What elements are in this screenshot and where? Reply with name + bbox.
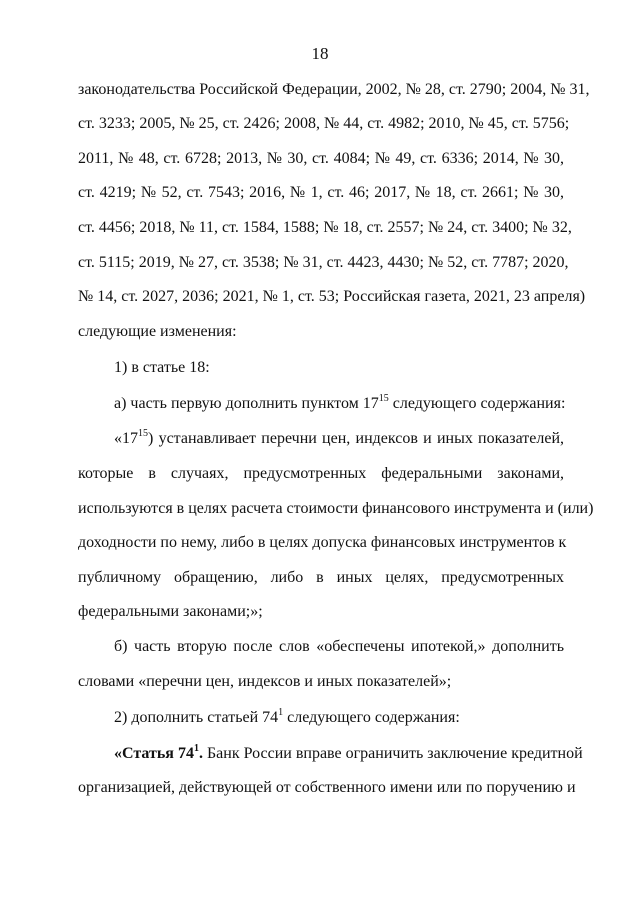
article-line-2: организацией, действующей от собственного имени или по поручению и [78, 779, 576, 796]
item-1: 1) в статье 18: [114, 359, 210, 376]
page-number: 18 [311, 44, 329, 63]
item-2-text-end: следующего содержания: [283, 709, 460, 726]
text-line-1: законодательства Российской Федерации, 2002, № 28, ст. 2790; 2004, № 31, [78, 81, 590, 98]
item-b: б) часть вторую после слов «обеспечены ипотекой,» дополнить [114, 638, 564, 655]
text-line-2: ст. 3233; 2005, № 25, ст. 2426; 2008, № 44, ст. 4982; 2010, № 45, ст. 5756; [78, 115, 570, 132]
quote-line-3: используются в целях расчета стоимости финансового инструмента и (или) [78, 500, 594, 517]
text-line-6: ст. 5115; 2019, № 27, ст. 3538; № 31, ст. 4423, 4430; № 52, ст. 7787; 2020, [78, 254, 569, 271]
item-a-superscript: 15 [378, 392, 389, 404]
item-2-superscript: 1 [278, 706, 284, 718]
quote-line-4: доходности по нему, либо в целях допуска финансовых инструментов к [78, 534, 567, 551]
article-heading-line [114, 742, 583, 764]
quote-line-1 [114, 429, 564, 449]
text-line-7: № 14, ст. 2027, 2036; 2021, № 1, ст. 53; Российская газета, 2021, 23 апреля) [78, 288, 586, 305]
quote-line-5: публичному обращению, либо в иных целях, предусмотренных [78, 569, 564, 586]
item-2-text: 2) дополнить статьей 74 [114, 709, 279, 726]
item-a [114, 394, 564, 414]
text-line-5: ст. 4456; 2018, № 11, ст. 1584, 1588; № 18, ст. 2557; № 24, ст. 3400; № 32, [78, 219, 572, 236]
article-superscript: 1 [193, 742, 199, 754]
text-line-3: 2011, № 48, ст. 6728; 2013, № 30, ст. 4084; № 49, ст. 6336; 2014, № 30, [78, 150, 564, 167]
article-text: Банк России вправе ограничить заключение кредитной [202, 745, 583, 762]
article-title-dot: . [198, 745, 203, 762]
text-line-4: ст. 4219; № 52, ст. 7543; 2016, № 1, ст. 46; 2017, № 18, ст. 2661; № 30, [78, 184, 564, 201]
quote-superscript: 15 [138, 427, 148, 439]
item-a-text-end: следующего содержания: [388, 395, 566, 412]
item-b-continued: словами «перечни цен, индексов и иных показателей»; [78, 673, 452, 690]
quote-line-2: которые в случаях, предусмотренных федеральными законами, [78, 465, 564, 482]
item-2 [114, 708, 564, 728]
quote-open: «17 [114, 430, 138, 447]
item-a-text: а) часть первую дополнить пунктом 17 [114, 395, 379, 412]
article-title [114, 742, 203, 762]
text-line-8: следующие изменения: [78, 323, 237, 340]
article-title-text: «Статья 74 [114, 745, 194, 762]
quote-text: ) устанавливает перечни цен, индексов и иных показателей, [148, 430, 564, 447]
quote-line-6: федеральными законами;»; [78, 603, 263, 620]
